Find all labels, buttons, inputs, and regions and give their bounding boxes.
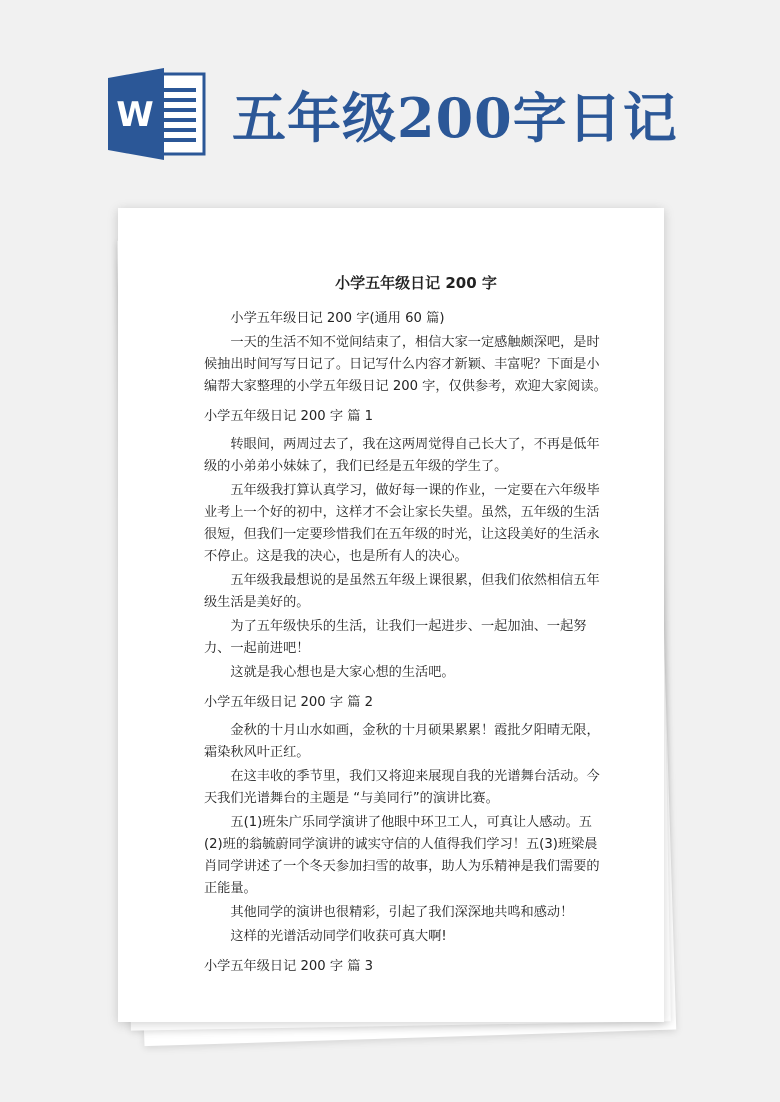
- paragraph: 五年级我最想说的是虽然五年级上课很累，但我们依然相信五年级生活是美好的。: [204, 573, 600, 610]
- section-heading: 小学五年级日记 200 字 篇 3: [204, 959, 374, 974]
- header: [0, 0, 780, 200]
- paragraph: 为了五年级快乐的生活，让我们一起进步、一起加油、一起努力、一起前进吧！: [204, 619, 587, 656]
- paragraph: 五年级我打算认真学习，做好每一课的作业，一定要在六年级毕业考上一个好的初中，这样才不会让家长失望。虽然，五年级的生活很短，但我们一定要珍惜我们在五年级的时光，让这段美好的生活永不停止。这是我的决心，也是所有人的决心。: [204, 483, 600, 564]
- paragraph: 五(1)班朱广乐同学演讲了他眼中环卫工人，可真让人感动。五(2)班的翁毓蔚同学演讲的诚实守信的人值得我们学习！五(3)班梁晨肖同学讲述了一个冬天参加扫雪的故事，助人为乐精神是我们需要的正能量。: [204, 815, 600, 896]
- word-document-icon: [108, 68, 208, 160]
- paragraph: 这就是我心想也是大家心想的生活吧。: [230, 665, 455, 680]
- page-title: 五年级200字日记: [232, 86, 678, 150]
- paragraph: 转眼间，两周过去了，我在这两周觉得自己长大了，不再是低年级的小弟弟小妹妹了，我们已经是五年级的学生了。: [204, 437, 600, 474]
- document-subtitle: 小学五年级日记 200 字(通用 60 篇): [230, 311, 445, 326]
- paragraph: 金秋的十月山水如画，金秋的十月硕果累累！霞批夕阳晴无限，霜染秋风叶正红。: [204, 723, 600, 760]
- document-title: 小学五年级日记 200 字: [335, 274, 497, 292]
- paragraph: 其他同学的演讲也很精彩，引起了我们深深地共鸣和感动！: [230, 905, 574, 920]
- paragraph: 在这丰收的季节里，我们又将迎来展现自我的光谱舞台活动。今天我们光谱舞台的主题是 “与美同行”的演讲比赛。: [204, 769, 600, 806]
- section-heading: 小学五年级日记 200 字 篇 2: [204, 695, 374, 710]
- document-page: [118, 208, 664, 1022]
- document-body: [204, 272, 608, 984]
- intro-paragraph: 一天的生活不知不觉间结束了，相信大家一定感触颇深吧，是时候抽出时间写写日记了。日记写什么内容才新颖、丰富呢？下面是小编帮大家整理的小学五年级日记 200 字，仅供参考，欢迎大家阅读。: [204, 335, 607, 394]
- section-heading: 小学五年级日记 200 字 篇 1: [204, 409, 374, 424]
- word-logo-letter: W: [116, 95, 154, 135]
- paragraph: 这样的光谱活动同学们收获可真大啊!: [230, 929, 447, 944]
